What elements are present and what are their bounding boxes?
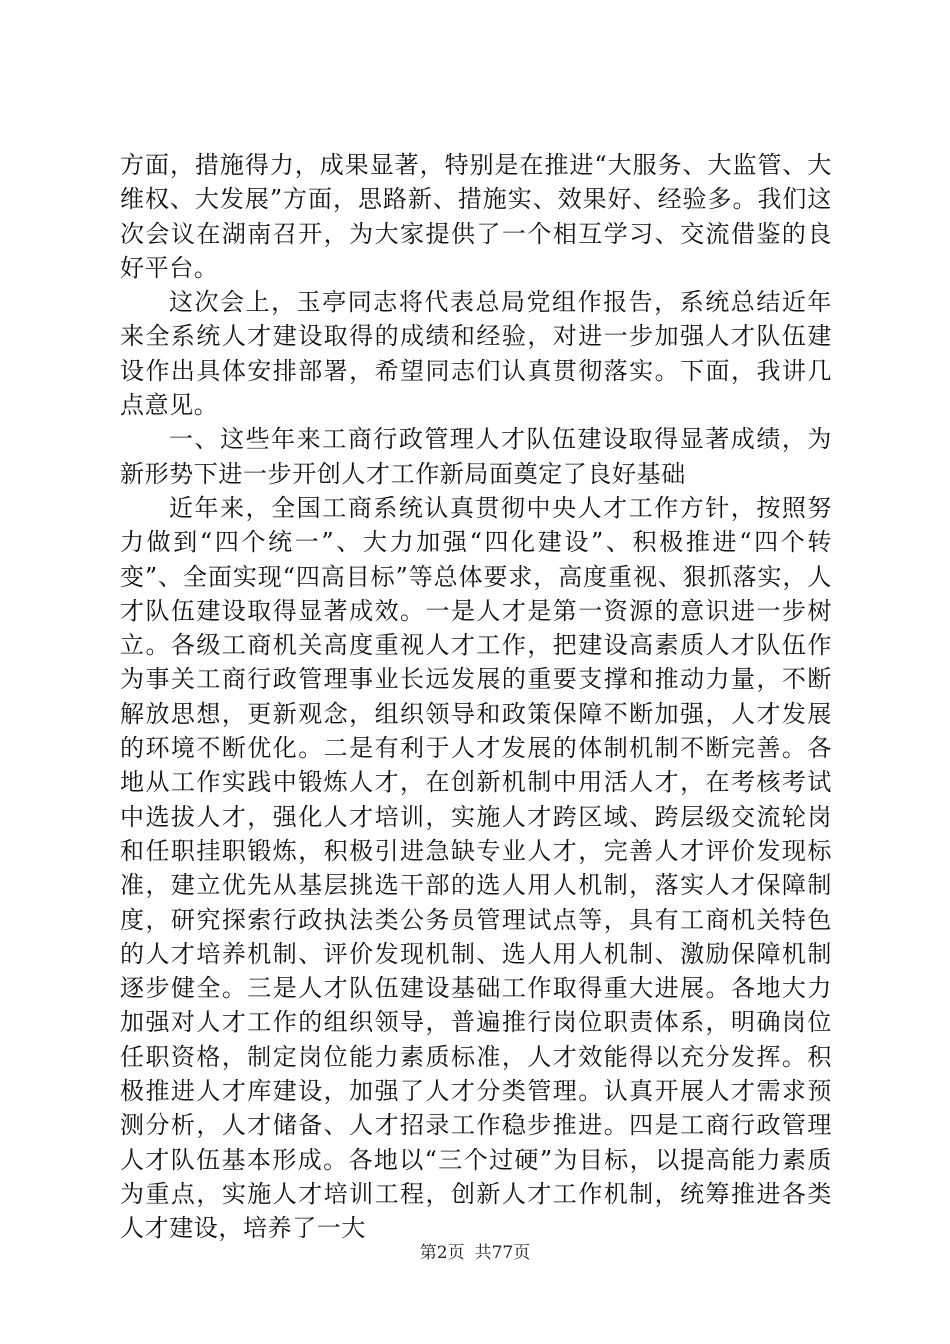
- paragraph-2: 这次会上，玉亭同志将代表总局党组作报告，系统总结近年来全系统人才建设取得的成绩和经验，对进一步加强人才队伍建设作出具体安排部署，希望同志们认真贯彻落实。下面，我讲几点意见。: [120, 288, 832, 420]
- page-total: 共77页: [474, 1243, 531, 1263]
- page-number: 第2页: [419, 1243, 465, 1263]
- paragraph-3: 近年来，全国工商系统认真贯彻中央人才工作方针，按照努力做到“四个统一”、大力加强“四化建设”、积极推进“四个转变”、全面实现“四高目标”等总体要求，高度重视、狠抓落实，人才队伍建设取得显著成效。一是人才是第一资源的意识进一步树立。各级工商机关高度重视人才工作，把建设高素质人才队伍作为事关工商行政管理事业长远发展的重要支撑和推动力量，不断解放思想，更新观念，组织领导和政策保障不断加强，人才发展的环境不断优化。二是有利于人才发展的体制机制不断完善。各地从工作实践中锻炼人才，在创新机制中用活人才，在考核考试中选拔人才，强化人才培训，实施人才跨区域、跨层级交流轮岗和任职挂职锻炼，积极引进急缺专业人才，完善人才评价发现标准，建立优先从基层挑选干部的选人用人机制，落实人才保障制度，研究探索行政执法类公务员管理试点等，具有工商机关特色的人才培养机制、评价发现机制、选人用人机制、激励保障机制逐步健全。三是人才队伍建设基础工作取得重大进展。各地大力加强对人才工作的组织领导，普遍推行岗位职责体系，明确岗位任职资格，制定岗位能力素质标准，人才效能得以充分发挥。积极推进人才库建设，加强了人才分类管理。认真开展人才需求预测分析，人才储备、人才招录工作稳步推进。四是工商行政管理人才队伍基本形成。各地以“三个过硬”为目标，以提高能力素质为重点，实施人才培训工程，创新人才工作机制，统筹推进各类人才建设，培养了一大: [120, 493, 832, 1243]
- document-body: [120, 148, 832, 1246]
- paragraph-1: 方面，措施得力，成果显著，特别是在推进“大服务、大监管、大维权、大发展”方面，思路新、措施实、效果好、经验多。我们这次会议在湖南召开，为大家提供了一个相互学习、交流借鉴的良好平台。: [120, 151, 832, 282]
- section-heading-1: 一、这些年来工商行政管理人才队伍建设取得显著成绩，为新形势下进一步开创人才工作新局面奠定了良好基础: [120, 425, 832, 488]
- page-footer: [0, 1238, 950, 1263]
